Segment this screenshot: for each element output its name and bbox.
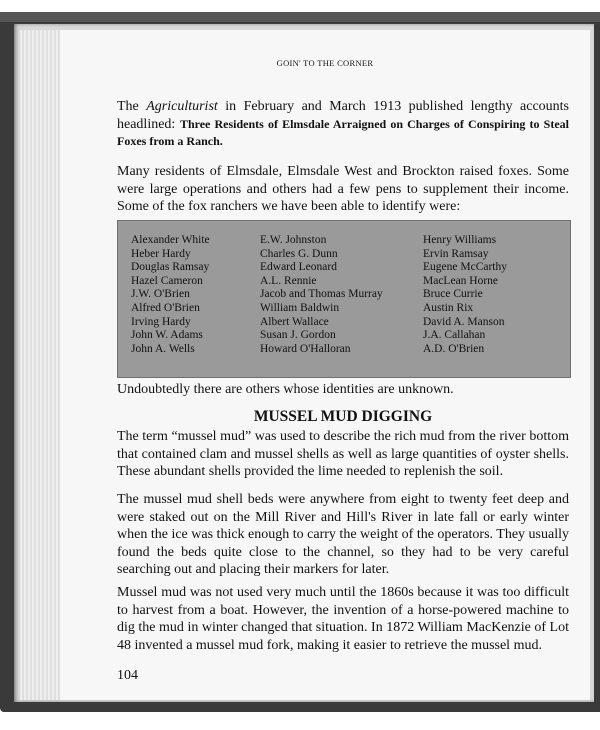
names-column-3: [423, 234, 507, 356]
intro-before: The: [117, 99, 147, 114]
rancher-name: Douglas Ramsay: [131, 261, 210, 274]
rancher-name: Susan J. Gordon: [260, 329, 336, 342]
rancher-name: Edward Leonard: [260, 261, 337, 274]
rancher-name: MacLean Horne: [423, 274, 499, 287]
names-column-1: [131, 234, 210, 356]
rancher-name: Eugene McCarthy: [423, 261, 507, 274]
rancher-name: A.L. Rennie: [260, 274, 317, 287]
rancher-name: Irving Hardy: [131, 315, 191, 328]
section-paragraph-3: Mussel mud was not used very much until the 1860s because it was too difficult to harvest from a boat. However, the invention of a horse-powered machine to dig the mud in winter changed that situation. In 1872 William MacKenzie of Lot 48 invented a mussel mud fork, making it easier to retrieve the mussel mud.: [117, 585, 569, 653]
publication-name: Agriculturist: [146, 99, 218, 114]
rancher-name: William Baldwin: [260, 301, 340, 314]
rancher-name: Heber Hardy: [131, 247, 191, 260]
rancher-name: Henry Williams: [423, 234, 497, 246]
rancher-name: Ervin Ramsay: [423, 247, 489, 260]
section-paragraph-1: The term “mussel mud” was used to describe the rich mud from the river bottom that contained clam and mussel shells as well as large quantities of oyster shells. These abundant shells provided the lime needed to replenish the soil.: [117, 429, 569, 479]
rancher-name: David A. Manson: [423, 315, 505, 328]
section-paragraph-2: The mussel mud shell beds were anywhere from eight to twenty feet deep and were staked out on the Mill River and Hill's River in late fall or early winter when the ice was thick enough to carry the weight of the operators. They usually found the beds quite close to the channel, so they had to be very careful searching out and placing their markers for later.: [117, 492, 569, 577]
rancher-name: Hazel Cameron: [131, 274, 203, 287]
rancher-name: Austin Rix: [423, 301, 474, 314]
book-cover-top-edge: [0, 12, 600, 22]
rancher-name: A.D. O'Brien: [423, 342, 485, 355]
rancher-name: J.A. Callahan: [423, 329, 486, 342]
intro-middle: in February and March 1913 published lengthy accounts headlined:: [117, 99, 569, 132]
newspaper-headline: Three Residents of Elmsdale Arraigned on Charges of Conspiring to Steal Foxes from a Ranch.: [117, 116, 569, 148]
section-heading: MUSSEL MUD DIGGING: [253, 408, 433, 425]
book-page: [60, 30, 590, 700]
rancher-name: John W. Adams: [131, 329, 203, 342]
rancher-name: Charles G. Dunn: [260, 247, 338, 260]
fox-paragraph: Many residents of Elmsdale, Elmsdale West and Brockton raised foxes. Some were large operations and others had a few pens to supplement their income. Some of the fox ranchers we have been able to identify were:: [117, 164, 569, 214]
rancher-name: Jacob and Thomas Murray: [260, 288, 383, 301]
page-number: 104: [117, 668, 138, 683]
rancher-name: Albert Wallace: [260, 315, 329, 328]
rancher-name: Alfred O'Brien: [131, 301, 200, 314]
running-header: GOIN' TO THE CORNER: [276, 58, 374, 68]
rancher-name: Howard O'Halloran: [260, 342, 351, 355]
rancher-name: Bruce Currie: [423, 288, 483, 301]
names-column-2: [260, 234, 383, 356]
intro-paragraph: [117, 98, 569, 151]
after-list-paragraph: Undoubtedly there are others whose identities are unknown.: [117, 382, 454, 397]
rancher-name: John A. Wells: [131, 342, 195, 355]
rancher-name: Alexander White: [131, 234, 210, 246]
rancher-name: E.W. Johnston: [260, 234, 327, 246]
fox-ranchers-box: [117, 220, 571, 378]
rancher-name: J.W. O'Brien: [131, 288, 190, 301]
